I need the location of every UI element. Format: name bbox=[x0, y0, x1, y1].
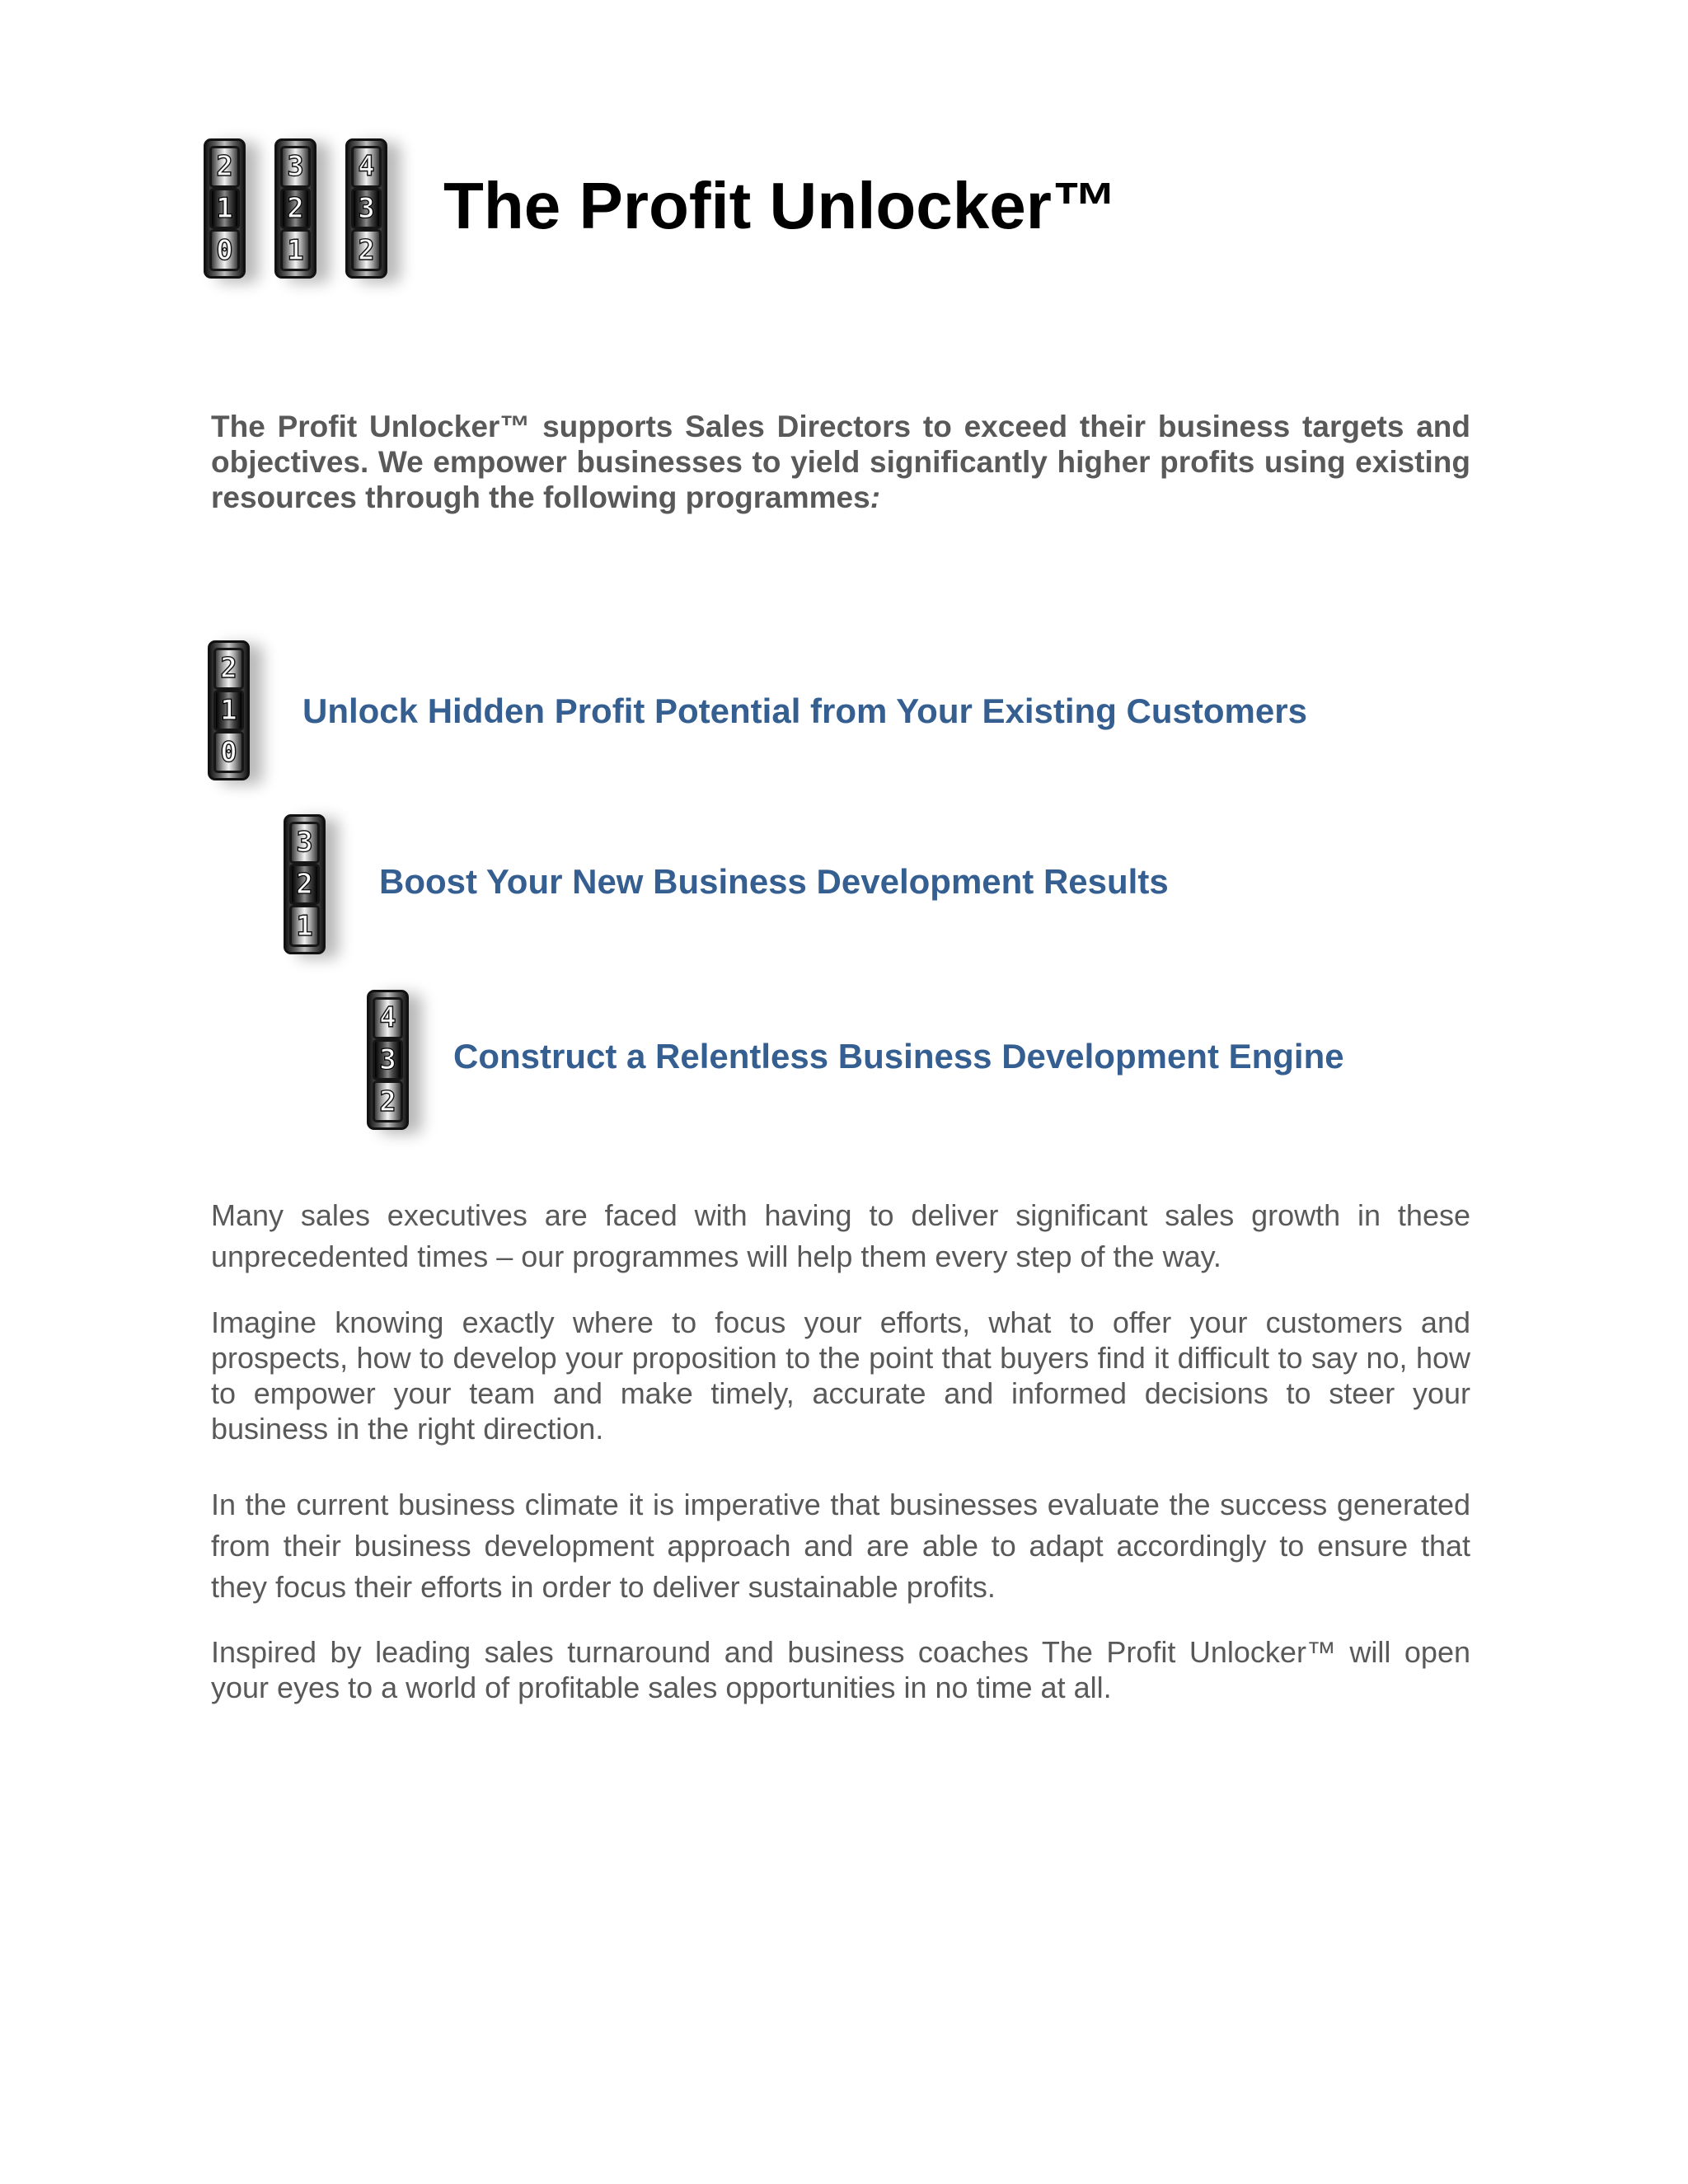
body-paragraph: Inspired by leading sales turnaround and business coaches The Profit Unlocker™ will open your eyes to a world of profitable sales opportunities in no time at all. bbox=[211, 1635, 1470, 1704]
body-paragraph: In the current business climate it is imperative that businesses evaluate the success generated from their business development approach and are able to adapt accordingly to ensure that they focus their efforts in order to deliver sustainable profits. bbox=[211, 1488, 1470, 1604]
dial-digit: 2 bbox=[351, 229, 382, 271]
combination-lock-dial-icon bbox=[367, 990, 409, 1130]
combination-lock-dial-icon bbox=[204, 138, 246, 279]
dial-digit: 2 bbox=[213, 648, 244, 690]
combination-lock-dial-icon bbox=[284, 814, 326, 954]
intro-paragraph bbox=[211, 409, 1470, 515]
dial-digit: 3 bbox=[280, 146, 311, 188]
dial-digit: 2 bbox=[373, 1080, 403, 1122]
combination-lock-dial-icon bbox=[274, 138, 316, 279]
dial-digit: 2 bbox=[209, 146, 240, 188]
programme-title: Construct a Relentless Business Development Engine bbox=[453, 1037, 1344, 1076]
combination-lock-dial-icon bbox=[345, 138, 387, 279]
body-paragraph: Imagine knowing exactly where to focus your efforts, what to offer your customers and prospects, how to develop your proposition to the point that buyers find it difficult to say no, how to empower your team and make timely, accurate and informed decisions to steer your business in the right direction. bbox=[211, 1305, 1470, 1446]
dial-digit: 4 bbox=[373, 997, 403, 1039]
dial-digit: 0 bbox=[213, 731, 244, 773]
dial-digit: 1 bbox=[280, 229, 311, 271]
intro-text: The Profit Unlocker™ supports Sales Directors to exceed their business targets and objectives. We empower businesses to yield significantly higher profits using existing resources through the following programmes bbox=[211, 410, 1470, 514]
combination-lock-dial-icon bbox=[208, 640, 250, 780]
dial-digit: 1 bbox=[289, 905, 320, 947]
dial-digit: 2 bbox=[289, 864, 320, 906]
programme-title: Unlock Hidden Profit Potential from Your Existing Customers bbox=[302, 691, 1307, 730]
dial-digit: 3 bbox=[351, 188, 382, 230]
dial-digit: 3 bbox=[289, 822, 320, 864]
page-title: The Profit Unlocker™ bbox=[443, 169, 1118, 242]
programme-title: Boost Your New Business Development Results bbox=[379, 862, 1169, 901]
dial-digit: 1 bbox=[209, 188, 240, 230]
dial-digit: 0 bbox=[209, 229, 240, 271]
dial-digit: 4 bbox=[351, 146, 382, 188]
dial-digit: 1 bbox=[213, 690, 244, 732]
body-paragraph: Many sales executives are faced with having to deliver significant sales growth in these unprecedented times – our programmes will help them every step of the way. bbox=[211, 1198, 1470, 1273]
dial-digit: 2 bbox=[280, 188, 311, 230]
intro-end-mark: : bbox=[870, 480, 881, 514]
dial-digit: 3 bbox=[373, 1039, 403, 1081]
